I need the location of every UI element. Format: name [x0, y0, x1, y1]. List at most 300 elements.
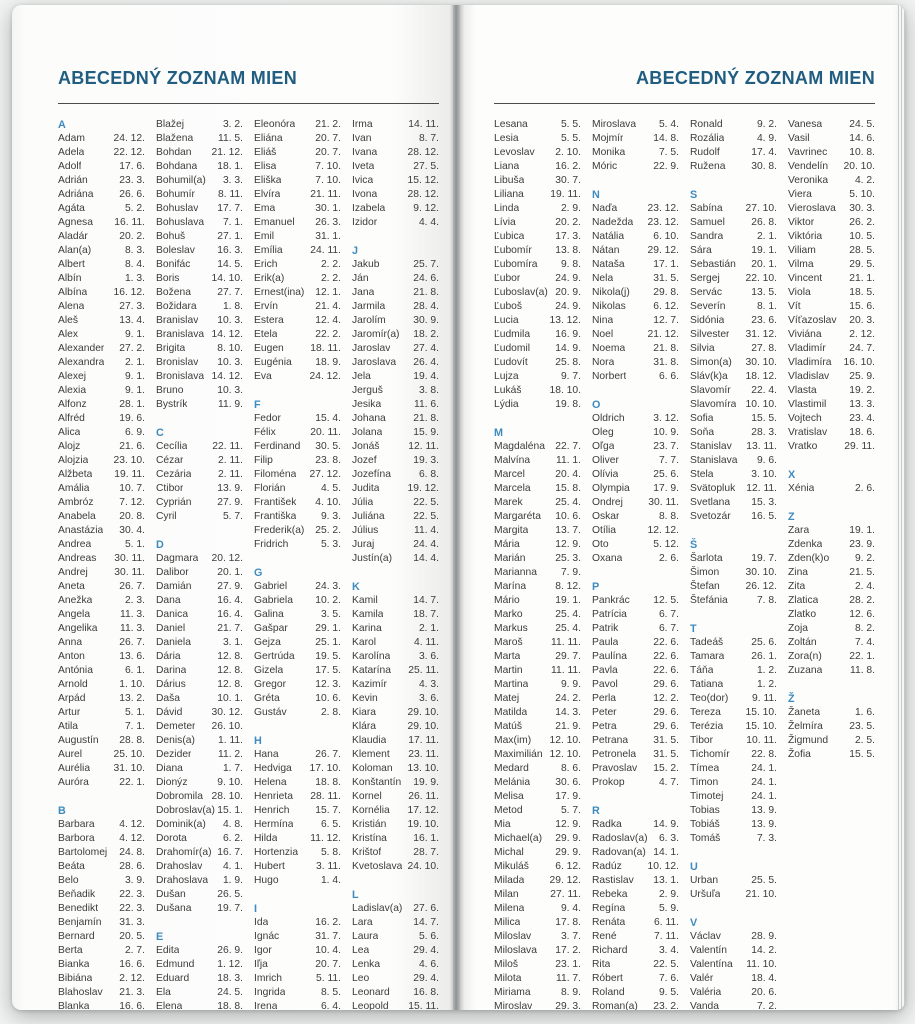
name-entry — [690, 776, 777, 790]
nameday-date: 27. 9. — [217, 497, 243, 508]
name-label: Ivica — [352, 175, 374, 186]
name-label: Vlastimil — [788, 399, 827, 410]
name-label: Estera — [254, 315, 284, 326]
name-label: Andrej — [58, 567, 88, 578]
name-label: Edmund — [156, 959, 195, 970]
nameday-date: 16. 5. — [751, 511, 777, 522]
nameday-date: 23. 8. — [315, 455, 341, 466]
nameday-date: 22. 6. — [653, 651, 679, 662]
name-label: Roland — [592, 987, 625, 998]
name-entry — [352, 762, 439, 776]
name-label: Karol — [352, 637, 377, 648]
name-label: Anton — [58, 651, 85, 662]
name-label: Ivana — [352, 147, 378, 158]
name-entry — [494, 720, 581, 734]
name-entry — [254, 496, 341, 510]
name-entry — [254, 314, 341, 328]
name-label: Vojtech — [788, 413, 822, 424]
nameday-date: 8. 8. — [658, 511, 679, 522]
name-label: Filip — [254, 455, 273, 466]
name-entry — [690, 482, 777, 496]
name-entry — [690, 944, 777, 958]
name-label: Nela — [592, 273, 614, 284]
name-label: Margaréta — [494, 511, 541, 522]
name-label: Andrea — [58, 539, 92, 550]
nameday-date: 21. 12. — [647, 329, 679, 340]
nameday-date: 2. 1. — [124, 357, 145, 368]
name-label: Stela — [690, 469, 714, 480]
nameday-date: 29. 5. — [849, 259, 875, 270]
name-label: Dorota — [156, 833, 187, 844]
name-entry — [254, 748, 341, 762]
name-label: Marko — [494, 609, 523, 620]
name-entry — [592, 692, 679, 706]
nameday-date: 21. 7. — [217, 623, 243, 634]
name-entry — [156, 636, 243, 650]
name-entry — [58, 692, 145, 706]
name-entry — [788, 440, 875, 454]
name-label: Šimon — [690, 567, 720, 578]
name-label: Olympia — [592, 483, 630, 494]
name-label: Anežka — [58, 595, 93, 606]
nameday-date: 27. 6. — [413, 903, 439, 914]
nameday-date: 25. 9. — [849, 371, 875, 382]
name-label: Marián — [494, 553, 526, 564]
name-label: Tobiáš — [690, 819, 720, 830]
nameday-date: 7. 6. — [658, 973, 679, 984]
name-entry — [156, 342, 243, 356]
nameday-date: 28. 6. — [119, 861, 145, 872]
nameday-date: 12. 12. — [647, 525, 679, 536]
name-label: Valéria — [690, 987, 722, 998]
nameday-date: 25. 7. — [413, 259, 439, 270]
nameday-date: 2. 9. — [658, 889, 679, 900]
nameday-date: 31. 8. — [653, 357, 679, 368]
nameday-date: 20. 1. — [751, 259, 777, 270]
nameday-date: 15. 6. — [849, 301, 875, 312]
name-label: Oto — [592, 539, 609, 550]
nameday-date: 16. 4. — [217, 609, 243, 620]
name-entry — [592, 818, 679, 832]
name-label: Cecília — [156, 441, 188, 452]
name-label: Prokop — [592, 777, 625, 788]
name-entry — [352, 370, 439, 384]
name-label: Emília — [254, 245, 283, 256]
page-left-columns — [58, 118, 439, 1010]
name-entry — [156, 272, 243, 286]
nameday-date: 20. 11. — [310, 427, 341, 438]
row-spacer — [592, 384, 679, 398]
name-entry — [352, 902, 439, 916]
nameday-date: 29. 11. — [844, 441, 875, 452]
nameday-date: 18. 6. — [849, 427, 875, 438]
name-entry — [254, 818, 341, 832]
nameday-date: 13. 6. — [119, 651, 145, 662]
name-label: Cyprián — [156, 497, 192, 508]
name-entry — [58, 174, 145, 188]
name-entry — [494, 342, 581, 356]
name-label: Matej — [494, 693, 520, 704]
nameday-date: 6. 4. — [320, 1001, 341, 1010]
name-label: Patrik — [592, 623, 619, 634]
name-entry — [494, 902, 581, 916]
name-entry — [352, 986, 439, 1000]
nameday-date: 6. 11. — [654, 917, 679, 928]
name-entry — [254, 342, 341, 356]
name-entry — [494, 188, 581, 202]
name-label: Adriána — [58, 189, 94, 200]
name-entry — [156, 580, 243, 594]
name-label: René — [592, 931, 617, 942]
name-entry — [254, 454, 341, 468]
name-label: Jolana — [352, 427, 383, 438]
nameday-date: 15. 4. — [315, 413, 341, 424]
nameday-date: 24. 7. — [849, 343, 875, 354]
row-spacer — [156, 524, 243, 538]
name-entry — [690, 314, 777, 328]
name-entry — [690, 818, 777, 832]
name-label: Ján — [352, 273, 369, 284]
name-label: Bohuslava — [156, 217, 205, 228]
nameday-date: 27. 12. — [309, 469, 341, 480]
name-entry — [592, 342, 679, 356]
nameday-date: 22. 5. — [653, 959, 679, 970]
name-label: Alžbeta — [58, 469, 93, 480]
nameday-date: 28. 10. — [211, 791, 243, 802]
nameday-date: 16. 8. — [413, 987, 439, 998]
section-letter: U — [690, 861, 698, 873]
nameday-date: 4. 9. — [756, 133, 777, 144]
nameday-date: 27. 9. — [217, 581, 243, 592]
name-label: Nataša — [592, 259, 625, 270]
name-entry — [690, 216, 777, 230]
nameday-date: 6. 6. — [658, 371, 679, 382]
nameday-date: 11. 5. — [218, 133, 243, 144]
name-entry — [58, 552, 145, 566]
name-label: Levoslav — [494, 147, 535, 158]
row-spacer — [254, 384, 341, 398]
name-label: Zden(k)o — [788, 553, 830, 564]
name-entry — [494, 510, 581, 524]
name-label: Eliáš — [254, 147, 277, 158]
name-entry — [690, 454, 777, 468]
name-entry — [254, 944, 341, 958]
name-label: Jaromír(a) — [352, 329, 400, 340]
right-page — [460, 5, 905, 1010]
nameday-date: 20. 3. — [849, 315, 875, 326]
name-entry — [156, 286, 243, 300]
name-label: Maximilián — [494, 749, 543, 760]
nameday-date: 25. 10. — [113, 749, 145, 760]
name-entry — [254, 804, 341, 818]
nameday-date: 3. 11. — [316, 861, 341, 872]
nameday-date: 18. 8. — [217, 1001, 243, 1010]
nameday-date: 14. 9. — [653, 819, 679, 830]
name-entry — [58, 650, 145, 664]
nameday-date: 16. 4. — [217, 595, 243, 606]
nameday-date: 26. 5. — [217, 889, 243, 900]
name-entry — [592, 622, 679, 636]
name-entry — [352, 524, 439, 538]
name-label: Božena — [156, 287, 191, 298]
name-label: Alexandra — [58, 357, 105, 368]
name-label: Aurélia — [58, 763, 91, 774]
name-label: Rastislav — [592, 875, 634, 886]
name-entry — [788, 748, 875, 762]
name-entry — [592, 594, 679, 608]
name-entry — [788, 132, 875, 146]
nameday-date: 4. 4. — [418, 217, 439, 228]
name-entry — [494, 258, 581, 272]
name-label: Zoja — [788, 623, 809, 634]
name-entry — [788, 314, 875, 328]
name-entry — [690, 888, 777, 902]
name-label: Etela — [254, 329, 278, 340]
nameday-date: 6. 3. — [658, 833, 679, 844]
name-entry — [494, 538, 581, 552]
nameday-date: 26. 11. — [408, 791, 439, 802]
nameday-date: 4. 12. — [119, 819, 145, 830]
nameday-date: 19. 1. — [555, 595, 581, 606]
name-entry — [352, 734, 439, 748]
row-spacer — [156, 916, 243, 930]
nameday-date: 19. 7. — [217, 903, 243, 914]
nameday-date: 5. 9. — [658, 903, 679, 914]
name-entry — [156, 706, 243, 720]
name-entry — [156, 776, 243, 790]
name-entry — [254, 440, 341, 454]
name-label: Denis(a) — [156, 735, 195, 746]
name-entry — [352, 972, 439, 986]
name-entry — [494, 580, 581, 594]
name-label: Rita — [592, 959, 611, 970]
name-label: Barbara — [58, 819, 95, 830]
name-entry — [156, 496, 243, 510]
nameday-date: 9. 1. — [124, 329, 145, 340]
name-label: Lukáš — [494, 385, 522, 396]
name-label: Dušana — [156, 903, 192, 914]
nameday-date: 2. 7. — [124, 945, 145, 956]
nameday-date: 30. 1. — [315, 203, 341, 214]
name-label: Ladislav(a) — [352, 903, 403, 914]
nameday-date: 27. 8. — [751, 343, 777, 354]
name-entry — [352, 118, 439, 132]
nameday-date: 21. 10. — [745, 889, 777, 900]
name-entry — [592, 888, 679, 902]
name-entry — [58, 818, 145, 832]
nameday-date: 19. 12. — [407, 483, 439, 494]
name-label: Sandra — [690, 231, 724, 242]
name-entry — [494, 398, 581, 412]
nameday-date: 6. 12. — [555, 861, 581, 872]
nameday-date: 14. 7. — [413, 917, 439, 928]
nameday-date: 22. 7. — [555, 441, 581, 452]
name-entry — [254, 524, 341, 538]
name-entry — [254, 930, 341, 944]
name-label: Zora(n) — [788, 651, 822, 662]
name-label: Jarmila — [352, 301, 386, 312]
name-label: Sláv(k)a — [690, 371, 728, 382]
name-label: Dalibor — [156, 567, 189, 578]
name-entry — [156, 440, 243, 454]
name-entry — [788, 244, 875, 258]
name-entry — [254, 678, 341, 692]
nameday-date: 31. 5. — [653, 273, 679, 284]
nameday-date: 7. 10. — [315, 161, 341, 172]
nameday-date: 12. 11. — [746, 483, 777, 494]
name-entry — [494, 384, 581, 398]
nameday-date: 24. 8. — [119, 847, 145, 858]
name-label: Ingrida — [254, 987, 286, 998]
name-entry — [690, 580, 777, 594]
name-label: Milica — [494, 917, 521, 928]
nameday-date: 15. 11. — [408, 1001, 439, 1010]
name-label: Aurel — [58, 749, 83, 760]
name-entry — [494, 958, 581, 972]
row-spacer — [254, 888, 341, 902]
name-entry — [254, 146, 341, 160]
nameday-date: 9. 7. — [560, 371, 581, 382]
name-entry — [254, 832, 341, 846]
name-entry — [58, 510, 145, 524]
name-entry — [494, 664, 581, 678]
nameday-date: 2. 6. — [854, 483, 875, 494]
nameday-date: 19. 5. — [315, 651, 341, 662]
section-letter: Z — [788, 511, 795, 523]
nameday-date: 22. 3. — [119, 889, 145, 900]
name-entry — [352, 188, 439, 202]
name-entry — [494, 594, 581, 608]
name-label: Benedikt — [58, 903, 99, 914]
section-letter: N — [592, 189, 600, 201]
name-entry — [156, 566, 243, 580]
name-entry — [592, 132, 679, 146]
nameday-date: 30. 11. — [648, 497, 679, 508]
nameday-date: 28. 8. — [119, 735, 145, 746]
name-label: Václav — [690, 931, 721, 942]
name-label: Hilda — [254, 833, 278, 844]
name-label: Viola — [788, 287, 811, 298]
name-label: Imrich — [254, 973, 283, 984]
name-entry — [494, 650, 581, 664]
name-entry — [58, 902, 145, 916]
nameday-date: 8. 3. — [124, 245, 145, 256]
nameday-date: 10. 3. — [217, 315, 243, 326]
nameday-date: 2. 2. — [320, 259, 341, 270]
nameday-date: 9. 4. — [560, 903, 581, 914]
nameday-date: 17. 1. — [653, 259, 679, 270]
nameday-date: 12. 1. — [315, 287, 341, 298]
name-label: Štefan — [690, 581, 720, 592]
nameday-date: 9. 1. — [124, 371, 145, 382]
name-entry — [58, 286, 145, 300]
name-entry — [254, 188, 341, 202]
name-entry — [494, 622, 581, 636]
nameday-date: 21. 8. — [413, 287, 439, 298]
name-entry — [592, 986, 679, 1000]
name-label: Jozef — [352, 455, 377, 466]
name-entry — [494, 916, 581, 930]
name-entry — [494, 860, 581, 874]
name-label: Izidor — [352, 217, 378, 228]
name-label: Naďa — [592, 203, 618, 214]
name-label: Hortenzia — [254, 847, 299, 858]
name-entry — [254, 202, 341, 216]
name-label: Angela — [58, 609, 91, 620]
name-label: Ctibor — [156, 483, 184, 494]
nameday-date: 12. 10. — [549, 749, 581, 760]
name-entry — [592, 916, 679, 930]
name-entry — [494, 468, 581, 482]
nameday-date: 2. 2. — [320, 273, 341, 284]
nameday-date: 6. 7. — [658, 609, 679, 620]
name-label: Eliška — [254, 175, 282, 186]
name-entry — [156, 398, 243, 412]
section-letter: Ž — [788, 693, 795, 705]
nameday-date: 24. 12. — [113, 133, 145, 144]
name-entry — [352, 804, 439, 818]
name-entry — [494, 706, 581, 720]
name-label: Paulína — [592, 651, 627, 662]
nameday-date: 30. 7. — [555, 175, 581, 186]
name-label: Judita — [352, 483, 380, 494]
name-label: Bronislava — [156, 371, 205, 382]
name-entry — [690, 440, 777, 454]
name-label: Noel — [592, 329, 614, 340]
nameday-date: 14. 3. — [555, 707, 581, 718]
row-spacer — [156, 412, 243, 426]
nameday-date: 1. 9. — [222, 875, 243, 886]
name-label: Dária — [156, 651, 181, 662]
name-label: Božidara — [156, 301, 197, 312]
name-entry — [254, 1000, 341, 1010]
name-entry — [254, 538, 341, 552]
name-entry — [254, 608, 341, 622]
name-entry — [690, 398, 777, 412]
nameday-date: 15. 5. — [849, 749, 875, 760]
name-label: Max(im) — [494, 735, 532, 746]
name-entry — [494, 944, 581, 958]
nameday-date: 27. 2. — [119, 343, 145, 354]
name-label: Melánia — [494, 777, 531, 788]
nameday-date: 11. 9. — [218, 399, 243, 410]
nameday-date: 20. 2. — [119, 231, 145, 242]
name-entry — [254, 594, 341, 608]
nameday-date: 29. 3. — [555, 1001, 581, 1010]
name-label: Slavomíra — [690, 399, 737, 410]
nameday-date: 5. 11. — [316, 973, 341, 984]
name-entry — [788, 580, 875, 594]
name-entry — [592, 664, 679, 678]
nameday-date: 12. 11. — [408, 441, 439, 452]
name-entry — [156, 258, 243, 272]
name-entry — [156, 202, 243, 216]
nameday-date: 19. 1. — [751, 245, 777, 256]
nameday-date: 28. 11. — [310, 791, 341, 802]
nameday-date: 20. 10. — [843, 161, 875, 172]
name-entry — [352, 790, 439, 804]
name-entry — [58, 132, 145, 146]
name-label: Terézia — [690, 721, 724, 732]
name-entry — [156, 146, 243, 160]
nameday-date: 2. 12. — [119, 973, 145, 984]
nameday-date: 17. 12. — [407, 805, 439, 816]
nameday-date: 20. 9. — [555, 287, 581, 298]
nameday-date: 10. 3. — [217, 385, 243, 396]
name-entry — [58, 664, 145, 678]
name-entry — [156, 356, 243, 370]
name-label: Klára — [352, 721, 377, 732]
